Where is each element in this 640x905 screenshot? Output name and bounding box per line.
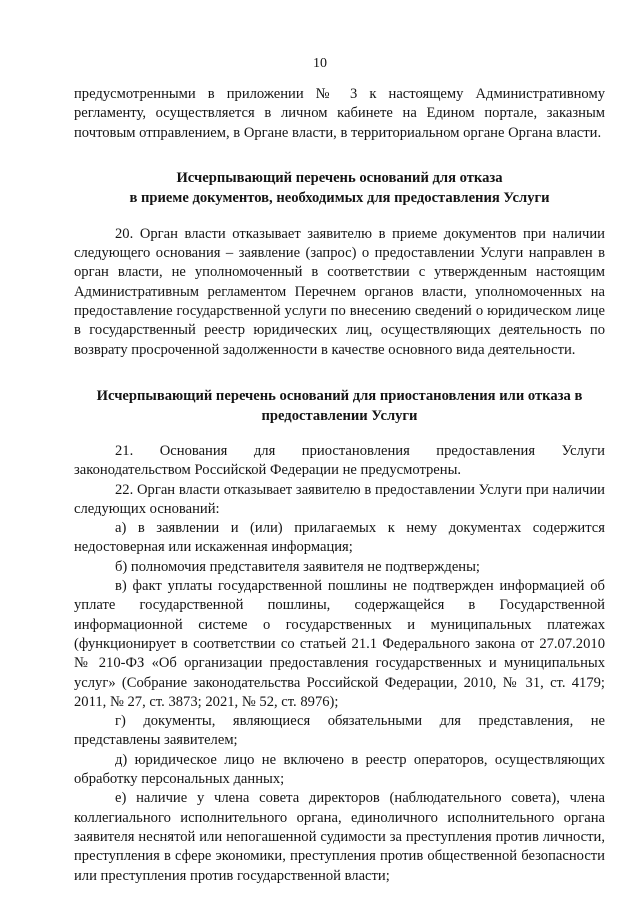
section-heading-refusal-documents: [74, 168, 605, 208]
section-heading-line: Исчерпывающий перечень оснований для отказа: [176, 169, 503, 186]
list-item-a: а) в заявлении и (или) прилагаемых к нему документах содержится недостоверная или искаженная информация;: [74, 520, 605, 556]
section-heading-line: предоставлении Услуги: [261, 407, 418, 424]
section-heading-line: Исчерпывающий перечень оснований для приостановления или отказа в: [96, 387, 583, 404]
paragraph-21: 21. Основания для приостановления предоставления Услуги законодательством Российской Федерации не предусмотрены.: [74, 442, 605, 479]
intro-paragraph: предусмотренными в приложении № 3 к настоящему Административному регламенту, осуществляется в личном кабинете на Едином портале, заказным почтовым отправлением, в Органе власти, в территориальном органе Органа власти.: [74, 86, 605, 141]
paragraph-22: 22. Орган власти отказывает заявителю в предоставлении Услуги при наличии следующих оснований:: [74, 481, 605, 517]
list-item-b: б) полномочия представителя заявителя не подтверждены;: [115, 558, 480, 575]
list-item-g: г) документы, являющиеся обязательными для представления, не представлены заявителем;: [74, 713, 605, 749]
list-item-d: д) юридическое лицо не включено в реестр операторов, осуществляющих обработку персональных данных;: [74, 751, 605, 788]
list-item-e: е) наличие у члена совета директоров (наблюдательного совета), члена коллегиального исполнительного органа, единоличного исполнительного органа заявителя неснятой или непогашенной судимости за преступления против личности, преступления в сфере экономики, преступления против общественной безопасности или преступления против государственной власти;: [74, 790, 605, 884]
document-body: [74, 85, 605, 886]
paragraph-20: 20. Орган власти отказывает заявителю в приеме документов при наличии следующего основания – заявление (запрос) о предоставлении Услуги направлен в орган власти, не уполномоченный в соответствии с утвержденным настоящим Административным регламентом Перечнем органов власти, уполномоченных на предоставление государственной услуги по внесению сведений о юридическом лице в государственный реестр юридических лиц, осуществляющих деятельность по возврату просроченной задолженности в качестве основного вида деятельности.: [74, 225, 605, 358]
section-heading-suspension-refusal: [74, 386, 605, 426]
page-number: 10: [313, 56, 327, 71]
list-item-v: в) факт уплаты государственной пошлины не подтвержден информацией об уплате государственной пошлины, содержащейся в Государственной информационной системе о государственных и муниципальных платежах (функционирует в соответствии со статьей 21.1 Федерального закона от 27.07.2010 № 210-ФЗ «Об организации предоставления государственных и муниципальных услуг» (Собрание законодательства Российской Федерации, 2010, № 31, ст. 4179; 2011, № 27, ст. 3873; 2021, № 52, ст. 8976);: [74, 578, 605, 710]
section-heading-line: в приеме документов, необходимых для предоставления Услуги: [129, 189, 550, 206]
